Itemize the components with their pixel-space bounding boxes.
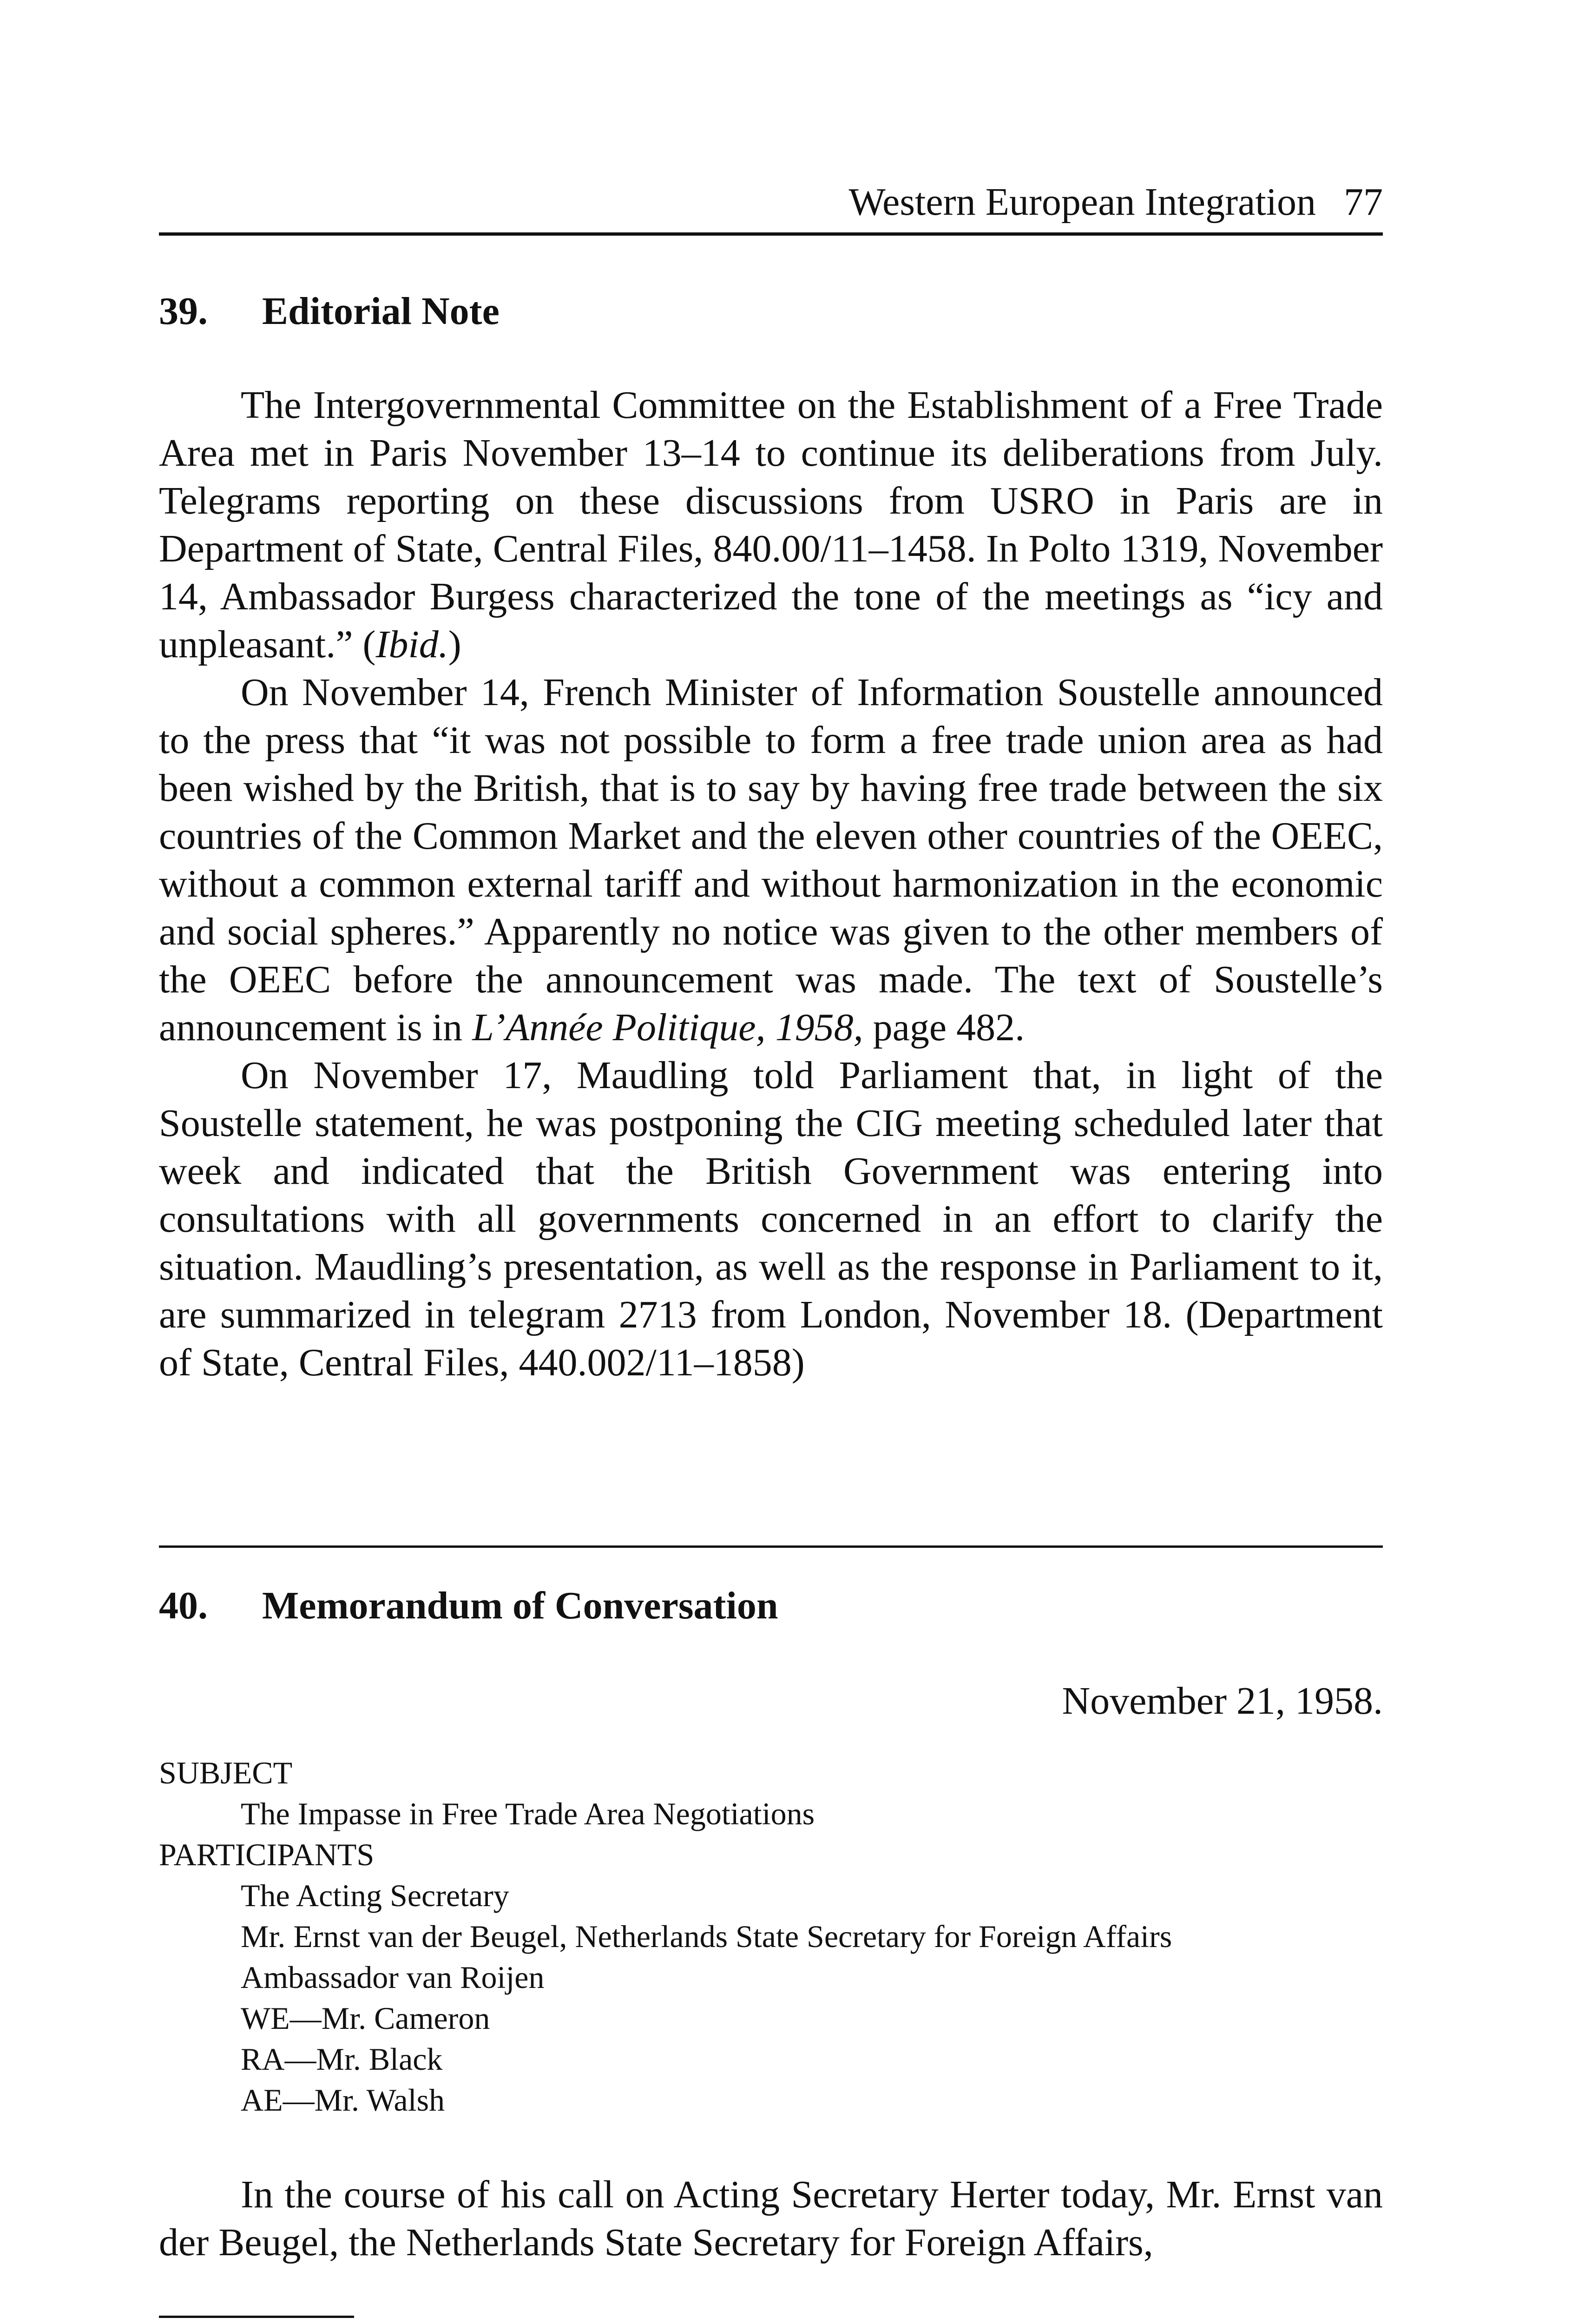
paragraph-text: The Intergovernmental Committee on the Establishment of a Free Trade Area met in Paris November 13–14 to continue its deliberations from July. Telegrams reporting on these discussions from USRO in Paris are in Department of State, Central Files, 840.00/11–1458. In Polto 1319, November 14, Ambassador Burgess characterized the tone of the meetings as “icy and unpleasant.” ( (159, 383, 1383, 666)
section-39-title: Editorial Note (262, 290, 500, 333)
section-39-heading (159, 288, 500, 335)
paragraph (159, 668, 1383, 1051)
paragraph-text: On November 14, French Minister of Information Soustelle announced to the press that “it was not possible to form a free trade union area as had been wished by the British, that is to say by having free trade between the six countries of the Common Market and the eleven other countries of the OEEC, without a common external tariff and without harmonization in the economic and social spheres.” Apparently no notice was given to the other members of the OEEC before the announcement was made. The text of Soustelle’s announcement is in (159, 671, 1383, 1049)
source-title: L’Année Politique, 1958, (472, 1006, 863, 1049)
paragraph: In the course of his call on Acting Secretary Herter today, Mr. Ernst van der Beugel, the Netherlands State Secretary for Foreign Affairs, (159, 2173, 1383, 2264)
subject-text: The Impasse in Free Trade Area Negotiations (241, 1796, 815, 1831)
section-40-number: 40. (159, 1584, 208, 1627)
section-40-body (159, 2171, 1383, 2266)
paragraph-text: ) (448, 623, 461, 666)
section-separator (159, 1545, 1383, 1548)
participant: RA—Mr. Black (241, 2041, 443, 2077)
paragraph (159, 1051, 1383, 1386)
participant: Mr. Ernst van der Beugel, Netherlands State Secretary for Foreign Affairs (241, 1919, 1172, 1954)
paragraph (159, 381, 1383, 668)
running-header (159, 179, 1383, 225)
paragraph-text: page 482. (863, 1006, 1025, 1049)
section-40-heading (159, 1583, 778, 1629)
section-39-body (159, 381, 1383, 1386)
memo-header-block (159, 1752, 1172, 2120)
participant: WE—Mr. Cameron (241, 2000, 490, 2036)
section-39-number: 39. (159, 290, 208, 333)
participant: The Acting Secretary (241, 1878, 509, 1913)
subject-label: SUBJECT (159, 1755, 293, 1790)
footnote-rule (159, 2316, 354, 2318)
section-40-title: Memorandum of Conversation (262, 1584, 778, 1627)
memo-date: November 21, 1958. (1062, 1679, 1383, 1723)
participants-label: PARTICIPANTS (159, 1837, 375, 1872)
paragraph-text: On November 17, Maudling told Parliament that, in light of the Soustelle statement, he was postponing the CIG meeting scheduled later that week and indicated that the British Government was entering into consultations with all governments concerned in an effort to clarify the situation. Maudling’s presentation, as well as the response in Parliament to it, are summarized in telegram 2713 from London, November 18. (Department of State, Central Files, 440.002/11–1858) (159, 1054, 1383, 1384)
participant: Ambassador van Roijen (241, 1960, 545, 1995)
ibid-citation: Ibid. (375, 623, 448, 666)
participant: AE—Mr. Walsh (241, 2082, 445, 2118)
running-title: Western European Integration (848, 180, 1316, 224)
header-rule (159, 232, 1383, 236)
page-number: 77 (1344, 180, 1383, 224)
